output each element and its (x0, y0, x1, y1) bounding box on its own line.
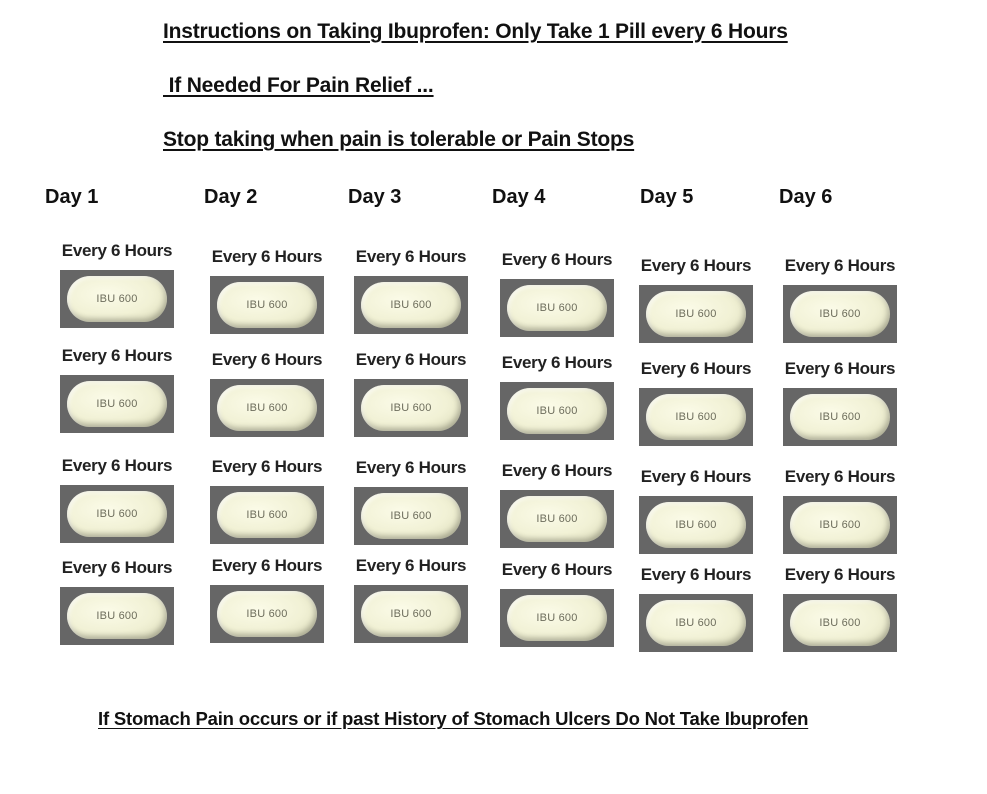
pill-icon (507, 595, 607, 641)
footer-warning: If Stomach Pain occurs or if past History of Stomach Ulcers Do Not Take Ibuprofen (98, 708, 809, 729)
pill-icon (507, 496, 607, 542)
dose-cell (636, 359, 756, 446)
dose-interval-label: Every 6 Hours (640, 359, 752, 378)
dose-interval-label: Every 6 Hours (501, 560, 613, 579)
dose-cell (57, 346, 177, 433)
dose-interval-label: Every 6 Hours (640, 256, 752, 275)
pill-imprint: IBU 600 (246, 299, 288, 311)
dose-interval-label: Every 6 Hours (784, 467, 896, 486)
dose-interval-label: Every 6 Hours (501, 353, 613, 372)
pill-image (500, 382, 614, 440)
dose-cell (780, 359, 900, 446)
pill-imprint: IBU 600 (819, 411, 861, 423)
pill-imprint: IBU 600 (536, 513, 578, 525)
day-label: Day 3 (348, 186, 402, 208)
dose-cell (780, 565, 900, 652)
pill-image (354, 487, 468, 545)
pill-imprint: IBU 600 (536, 405, 578, 417)
pill-image (783, 496, 897, 554)
pill-icon (67, 276, 167, 322)
pill-icon (217, 591, 317, 637)
pill-image (210, 585, 324, 643)
day-label: Day 6 (779, 186, 833, 208)
dose-cell (636, 256, 756, 343)
dose-cell (497, 353, 617, 440)
pill-image (60, 587, 174, 645)
pill-image (354, 585, 468, 643)
dose-cell (207, 457, 327, 544)
dose-cell (780, 467, 900, 554)
dose-interval-label: Every 6 Hours (211, 350, 323, 369)
dose-cell (57, 456, 177, 543)
dose-interval-label: Every 6 Hours (211, 247, 323, 266)
pill-image (639, 594, 753, 652)
pill-icon (361, 591, 461, 637)
pill-imprint: IBU 600 (819, 617, 861, 629)
pill-image (210, 379, 324, 437)
dose-interval-label: Every 6 Hours (211, 457, 323, 476)
pill-icon (67, 593, 167, 639)
pill-icon (790, 394, 890, 440)
heading-instructions: Instructions on Taking Ibuprofen: Only Take 1 Pill every 6 Hours (163, 20, 788, 43)
dose-interval-label: Every 6 Hours (501, 461, 613, 480)
pill-icon (361, 282, 461, 328)
dose-cell (351, 247, 471, 334)
dose-cell (636, 565, 756, 652)
pill-imprint: IBU 600 (390, 608, 432, 620)
pill-imprint: IBU 600 (390, 510, 432, 522)
pill-imprint: IBU 600 (675, 308, 717, 320)
dose-cell (351, 458, 471, 545)
dose-cell (351, 556, 471, 643)
dose-interval-label: Every 6 Hours (355, 458, 467, 477)
dose-interval-label: Every 6 Hours (784, 359, 896, 378)
pill-icon (67, 491, 167, 537)
day-label: Day 1 (45, 186, 99, 208)
pill-imprint: IBU 600 (536, 612, 578, 624)
pill-icon (790, 291, 890, 337)
pill-image (500, 279, 614, 337)
dose-interval-label: Every 6 Hours (211, 556, 323, 575)
pill-icon (790, 502, 890, 548)
dose-cell (57, 558, 177, 645)
pill-imprint: IBU 600 (675, 617, 717, 629)
pill-imprint: IBU 600 (96, 398, 138, 410)
dose-interval-label: Every 6 Hours (355, 247, 467, 266)
dose-interval-label: Every 6 Hours (784, 565, 896, 584)
day-label: Day 2 (204, 186, 258, 208)
dose-cell (351, 350, 471, 437)
pill-imprint: IBU 600 (96, 293, 138, 305)
dose-interval-label: Every 6 Hours (784, 256, 896, 275)
pill-image (783, 388, 897, 446)
dose-cell (207, 556, 327, 643)
pill-image (639, 388, 753, 446)
pill-icon (361, 385, 461, 431)
dose-cell (780, 256, 900, 343)
pill-icon (507, 285, 607, 331)
pill-imprint: IBU 600 (390, 402, 432, 414)
pill-imprint: IBU 600 (675, 411, 717, 423)
pill-image (60, 485, 174, 543)
dose-cell (497, 461, 617, 548)
pill-imprint: IBU 600 (246, 509, 288, 521)
pill-image (60, 270, 174, 328)
dose-interval-label: Every 6 Hours (355, 350, 467, 369)
pill-imprint: IBU 600 (536, 302, 578, 314)
dose-interval-label: Every 6 Hours (61, 346, 173, 365)
pill-icon (790, 600, 890, 646)
pill-imprint: IBU 600 (819, 308, 861, 320)
pill-icon (646, 291, 746, 337)
pill-icon (646, 600, 746, 646)
dose-interval-label: Every 6 Hours (61, 558, 173, 577)
dose-cell (207, 247, 327, 334)
pill-icon (646, 502, 746, 548)
pill-image (500, 589, 614, 647)
heading-if-needed: If Needed For Pain Relief ... (163, 74, 434, 97)
pill-icon (217, 492, 317, 538)
pill-icon (217, 282, 317, 328)
pill-image (354, 379, 468, 437)
pill-icon (646, 394, 746, 440)
dose-cell (636, 467, 756, 554)
pill-imprint: IBU 600 (96, 610, 138, 622)
pill-image (639, 285, 753, 343)
pill-icon (67, 381, 167, 427)
pill-icon (217, 385, 317, 431)
pill-imprint: IBU 600 (390, 299, 432, 311)
pill-imprint: IBU 600 (819, 519, 861, 531)
dose-interval-label: Every 6 Hours (501, 250, 613, 269)
dose-interval-label: Every 6 Hours (355, 556, 467, 575)
pill-imprint: IBU 600 (246, 402, 288, 414)
dose-cell (57, 241, 177, 328)
dose-cell (497, 250, 617, 337)
pill-imprint: IBU 600 (96, 508, 138, 520)
dose-interval-label: Every 6 Hours (640, 467, 752, 486)
dose-interval-label: Every 6 Hours (640, 565, 752, 584)
dose-cell (207, 350, 327, 437)
pill-image (639, 496, 753, 554)
pill-image (783, 594, 897, 652)
day-label: Day 5 (640, 186, 694, 208)
pill-icon (361, 493, 461, 539)
pill-image (60, 375, 174, 433)
dose-interval-label: Every 6 Hours (61, 241, 173, 260)
pill-imprint: IBU 600 (675, 519, 717, 531)
pill-image (354, 276, 468, 334)
pill-image (783, 285, 897, 343)
pill-image (210, 486, 324, 544)
heading-stop-taking: Stop taking when pain is tolerable or Pain Stops (163, 128, 635, 151)
pill-image (210, 276, 324, 334)
pill-image (500, 490, 614, 548)
pill-imprint: IBU 600 (246, 608, 288, 620)
dose-cell (497, 560, 617, 647)
day-label: Day 4 (492, 186, 546, 208)
pill-icon (507, 388, 607, 434)
dose-interval-label: Every 6 Hours (61, 456, 173, 475)
